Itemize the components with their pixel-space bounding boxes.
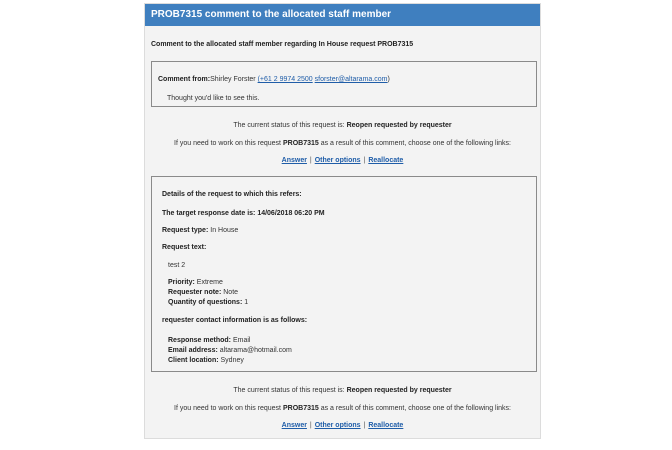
link-separator: | [309, 422, 312, 429]
comment-subject: Comment to the allocated staff member regarding In House request PROB7315 [151, 41, 414, 48]
status-line [145, 122, 540, 129]
comment-from-name: Shirley Forster [210, 76, 256, 83]
comment-box [151, 61, 537, 107]
status-prefix: The current status of this request is: [233, 122, 345, 129]
answer-link[interactable]: Answer [281, 157, 307, 164]
comment-phone-link[interactable]: (+61 2 9974 2500 [257, 76, 313, 83]
work-suffix: as a result of this comment, choose one of the following links: [320, 405, 511, 412]
comment-message: Thought you'd like to see this. [167, 95, 260, 102]
requester-note: Requester note: Note [168, 289, 239, 296]
link-separator: | [309, 157, 312, 164]
work-suffix: as a result of this comment, choose one of the following links: [320, 140, 511, 147]
request-text-value: test 2 [168, 262, 186, 269]
link-separator: | [363, 422, 366, 429]
comment-from-label: Comment from: [158, 76, 211, 83]
other-options-link[interactable]: Other options [314, 422, 361, 429]
email-address: Email address: altarama@hotmail.com [168, 347, 292, 354]
details-heading: Details of the request to which this refers: [162, 191, 302, 198]
other-options-link[interactable]: Other options [314, 157, 361, 164]
priority: Priority: Extreme [168, 279, 223, 286]
request-type: Request type: In House [162, 227, 239, 234]
work-request-id: PROB7315 [282, 405, 319, 412]
email-title: PROB7315 comment to the allocated staff member [151, 9, 392, 20]
response-method: Response method: Email [168, 337, 251, 344]
request-details-box [151, 176, 537, 372]
contact-heading: requester contact information is as follows: [162, 317, 308, 324]
action-links [145, 422, 540, 429]
comment-from [158, 76, 390, 83]
comment-close-paren: ) [387, 76, 390, 83]
status-line [145, 387, 540, 394]
email-header [145, 4, 540, 26]
status-value: Reopen requested by requester [346, 122, 452, 129]
comment-email-link[interactable]: sforster@altarama.com [314, 76, 388, 83]
reallocate-link[interactable]: Reallocate [368, 422, 404, 429]
email-message [144, 3, 541, 439]
link-separator: | [363, 157, 366, 164]
reallocate-link[interactable]: Reallocate [368, 157, 404, 164]
action-links [145, 157, 540, 164]
target-date: The target response date is: 14/06/2018 06:20 PM [162, 210, 325, 217]
work-request-id: PROB7315 [282, 140, 319, 147]
work-prefix: If you need to work on this request [174, 405, 282, 412]
answer-link[interactable]: Answer [281, 422, 307, 429]
work-prefix: If you need to work on this request [174, 140, 282, 147]
request-text-label: Request text: [162, 244, 207, 251]
status-prefix: The current status of this request is: [233, 387, 345, 394]
status-value: Reopen requested by requester [346, 387, 452, 394]
quantity-of-questions: Quantity of questions: 1 [168, 299, 249, 306]
client-location: Client location: Sydney [168, 357, 244, 364]
work-instruction [145, 140, 540, 147]
work-instruction [145, 405, 540, 412]
